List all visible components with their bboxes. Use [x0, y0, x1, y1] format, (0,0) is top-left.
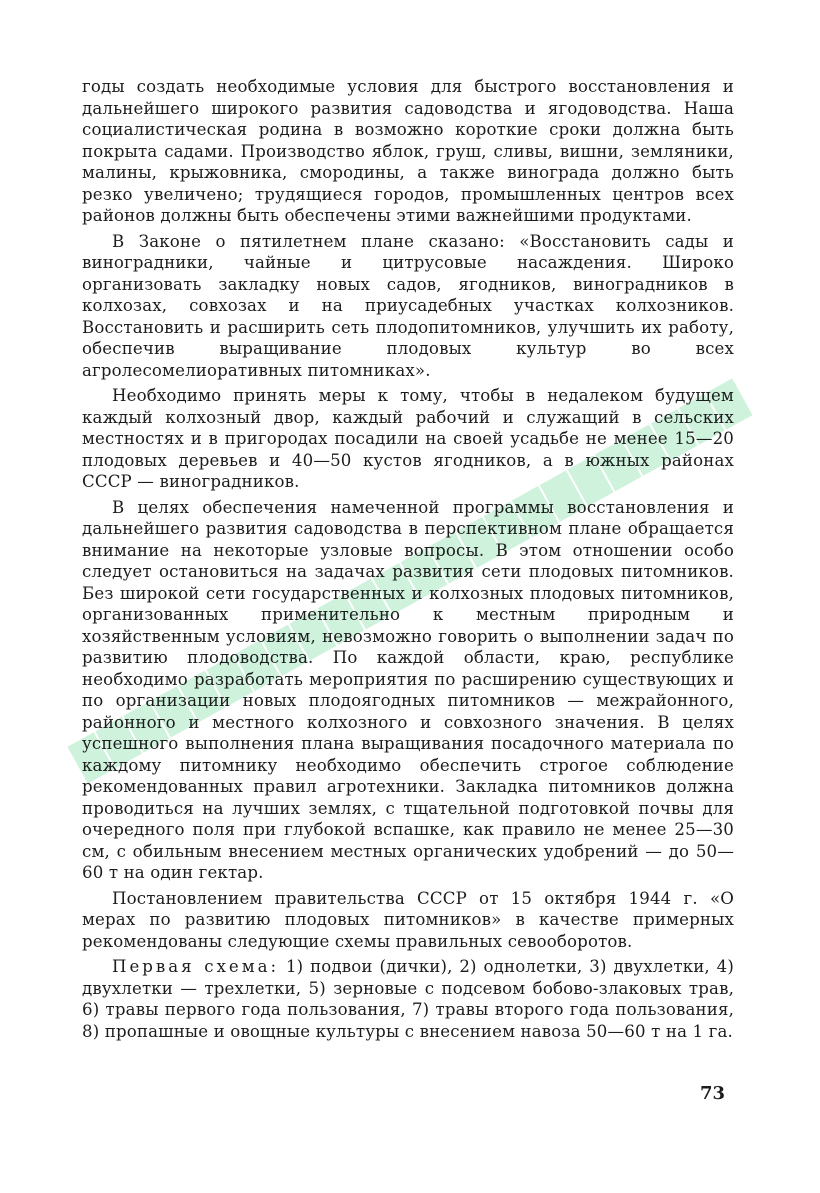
- scheme-text: 1) подвои (дички), 2) однолетки, 3) двухлетки, 4) двухлетки — трехлетки, 5) зерновые с подсевом бобово-злаковых трав, 6) травы первого года пользования, 7) травы второго года пользования, 8) пропашные и овощные культуры с внесением навоза 50—60 т на 1 га.: [82, 957, 734, 1041]
- paragraph-intro: годы создать необходимые условия для быстрого восстановления и дальнейшего широкого развития садоводства и ягодоводства. Наша социалистическая родина в возможно короткие сроки должна быть покрыта садами. Производство яблок, груш, сливы, вишни, земляники, малины, крыжовника, смородины, а также винограда должно быть резко увеличено; трудящиеся городов, промышленных центров всех районов должны быть обеспечены этими важнейшими продуктами.: [82, 77, 734, 225]
- scheme-lead: Первая схема:: [112, 957, 280, 976]
- paragraph-first-scheme: [82, 956, 734, 1042]
- paragraph-household-plantings: Необходимо принять меры к тому, чтобы в недалеком будущем каждый колхозный двор, каждый рабочий и служащий в сельских местностях и в пригородах посадили на своей усадьбе не менее 15—20 плодовых деревьев и 40—50 кустов ягодников, а в южных районах СССР — виноградников.: [82, 386, 734, 491]
- paragraph-five-year-plan: В Законе о пятилетнем плане сказано: «Восстановить сады и виноградники, чайные и цитрусовые насаждения. Широко организовать закладку новых садов, ягодников, виноградников в колхозах, совхозах и на приусадебных участках колхозников. Восстановить и расширить сеть плодопитомников, улучшить их работу, обеспечив выращивание плодовых культур во всех агролесомелиоративных питомниках».: [82, 231, 734, 380]
- page-number: 73: [700, 1083, 726, 1104]
- page-body: [82, 76, 734, 1046]
- paragraph-nurseries: В целях обеспечения намеченной программы восстановления и дальнейшего развития садоводства в перспективном плане обращается внимание на некоторые узловые вопросы. В этом отношении особо следует остановиться на задачах развития сети плодовых питомников. Без широкой сети государственных и колхозных плодовых питомников, организованных применительно к местным природным и хозяйственным условиям, невозможно говорить о выполнении задач по развитию плодоводства. По каждой области, краю, республике необходимо разработать мероприятия по расширению существующих и по организации новых плодоягодных питомников — межрайонного, районного и местного колхозного и совхозного значения. В целях успешного выполнения плана выращивания посадочного материала по каждому питомнику необходимо обеспечить строгое соблюдение рекомендованных правил агротехники. Закладка питомников должна проводиться на лучших землях, с тщательной подготовкой почвы для очередного поля при глубокой вспашке, как правило не менее 25—30 см, с обильным внесением местных органических удобрений — до 50—60 т на один гектар.: [82, 497, 734, 882]
- paragraph-decree: Постановлением правительства СССР от 15 октября 1944 г. «О мерах по развитию плодовых питомников» в качестве примерных рекомендованы следующие схемы правильных севооборотов.: [82, 888, 734, 951]
